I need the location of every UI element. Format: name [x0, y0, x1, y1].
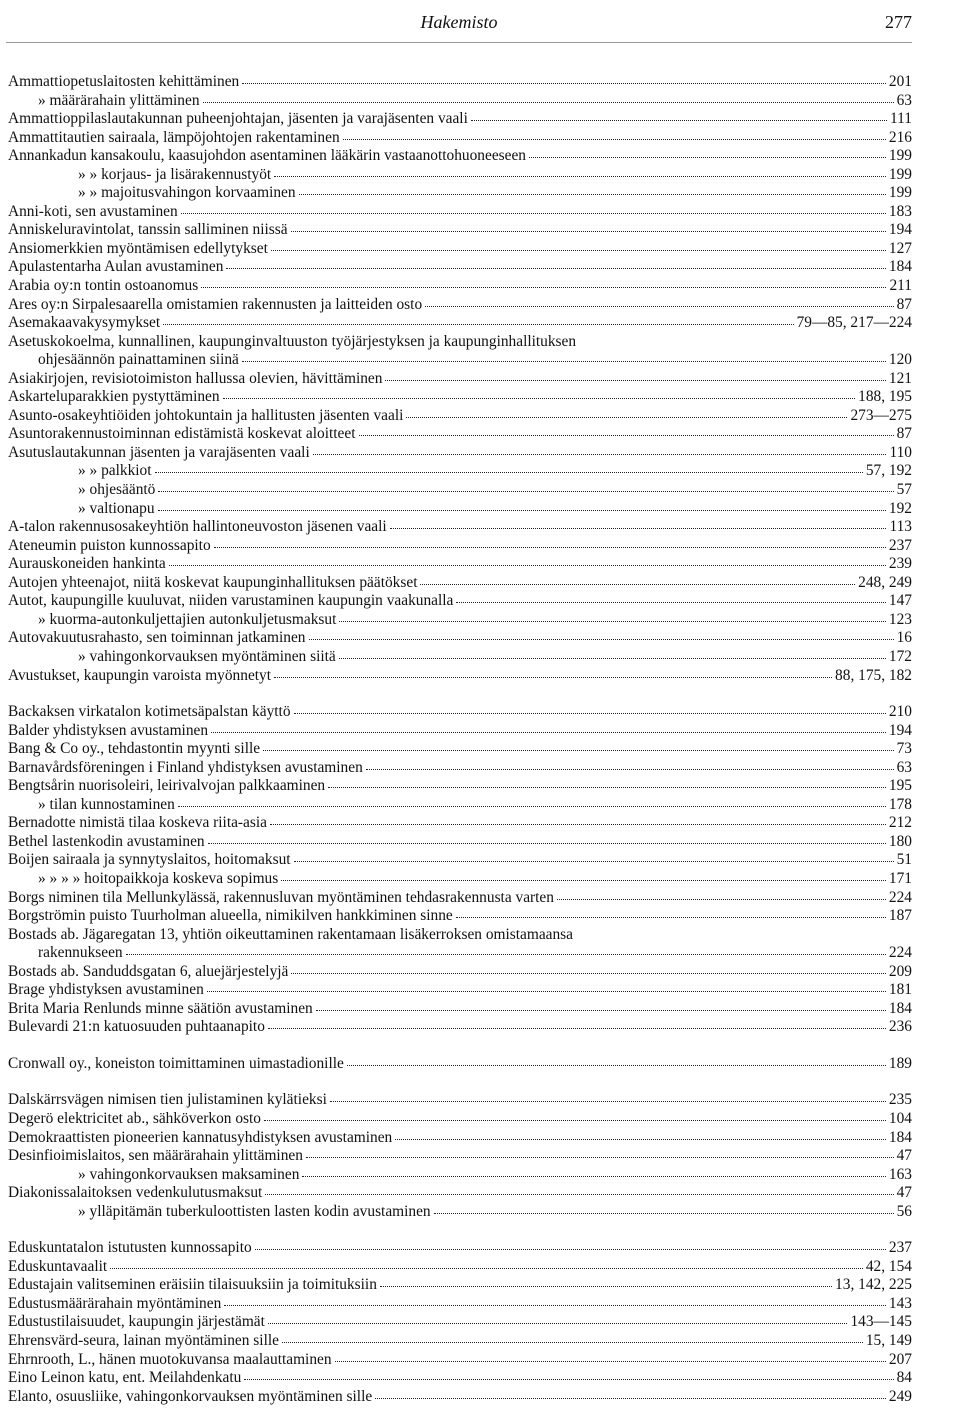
dot-leader — [211, 728, 886, 733]
dot-leader — [178, 802, 886, 807]
entry-page-ref: 47 — [896, 1147, 912, 1165]
index-entry — [8, 481, 912, 500]
index-list — [8, 73, 912, 1406]
entry-page-ref: 73 — [896, 740, 912, 758]
entry-text: Askarteluparakkien pystyttäminen — [8, 388, 220, 406]
index-entry — [8, 147, 912, 166]
index-entry — [8, 129, 912, 148]
entry-page-ref: 216 — [888, 128, 912, 146]
index-entry — [8, 740, 912, 759]
dot-leader — [155, 468, 863, 473]
index-entry — [8, 351, 912, 370]
entry-page-ref: 172 — [888, 647, 912, 665]
entry-text: Bostads ab. Sanduddsgatan 6, aluejärjestelyjä — [8, 962, 289, 980]
entry-page-ref: 188, 195 — [858, 388, 912, 406]
entry-text: Barnavårdsföreningen i Finland yhdistyksen avustaminen — [8, 758, 363, 776]
index-entry — [8, 1091, 912, 1110]
dot-leader — [268, 1319, 848, 1324]
entry-text: Edustustilaisuudet, kaupungin järjestämät — [8, 1313, 265, 1331]
entry-page-ref: 143—145 — [850, 1313, 912, 1331]
index-entry — [8, 258, 912, 277]
index-entry — [8, 296, 912, 315]
dot-leader — [270, 820, 886, 825]
entry-page-ref: 163 — [888, 1165, 912, 1183]
dot-leader — [456, 913, 886, 918]
index-entry — [8, 592, 912, 611]
index-entry — [8, 388, 912, 407]
entry-text: Asetuskokoelma, kunnallinen, kaupunginvaltuuston työjärjestyksen ja kaupunginhallituksen — [8, 332, 577, 350]
dot-leader — [163, 320, 793, 325]
entry-text: rakennukseen — [38, 944, 123, 962]
entry-text: Asunto-osakeyhtiöiden johtokuntain ja hallitusten jäsenten vaali — [8, 406, 404, 424]
dot-leader — [242, 357, 886, 362]
entry-page-ref: 199 — [888, 147, 912, 165]
dot-leader — [406, 413, 847, 418]
dot-leader — [268, 1024, 886, 1029]
index-entry — [8, 1276, 912, 1295]
dot-leader — [110, 1264, 863, 1269]
entry-page-ref: 57 — [896, 481, 912, 499]
entry-text: Asemakaavakysymykset — [8, 314, 161, 332]
index-entry — [8, 611, 912, 630]
entry-text: Demokraattisten pioneerien kannatusyhdistyksen avustaminen — [8, 1128, 393, 1146]
entry-text: » kuorma-autonkuljettajien autonkuljetusmaksut — [38, 610, 337, 628]
index-entry — [8, 1129, 912, 1148]
dot-leader — [264, 1116, 886, 1121]
entry-text: Avustukset, kaupungin varoista myönnetyt — [8, 666, 272, 684]
entry-text: Dalskärrsvägen nimisen tien julistaminen kylätieksi — [8, 1091, 327, 1109]
index-entry — [8, 92, 912, 111]
entry-text: Edustusmäärärahain myöntäminen — [8, 1294, 222, 1312]
dot-leader — [529, 153, 886, 158]
index-entry — [8, 314, 912, 333]
dot-leader — [223, 394, 856, 399]
page-title: Hakemisto — [420, 12, 498, 32]
entry-page-ref: 47 — [896, 1184, 912, 1202]
entry-page-ref: 187 — [888, 907, 912, 925]
index-entry — [8, 110, 912, 129]
entry-page-ref: 57, 192 — [865, 462, 912, 480]
dot-leader — [291, 227, 886, 232]
index-entry — [8, 1295, 912, 1314]
index-entry — [8, 1369, 912, 1388]
index-entry — [8, 1258, 912, 1277]
index-entry — [8, 203, 912, 222]
entry-page-ref: 143 — [888, 1294, 912, 1312]
dot-leader — [316, 1006, 886, 1011]
index-entry — [8, 889, 912, 908]
dot-leader — [306, 1153, 894, 1158]
entry-page-ref: 123 — [888, 610, 912, 628]
dot-leader — [294, 857, 894, 862]
dot-leader — [208, 839, 886, 844]
entry-page-ref: 195 — [888, 777, 912, 795]
entry-page-ref: 42, 154 — [865, 1257, 912, 1275]
entry-page-ref: 87 — [896, 425, 912, 443]
dot-leader — [347, 1061, 886, 1066]
entry-text: Boijen sairaala ja synnytyslaitos, hoitomaksut — [8, 851, 291, 869]
index-entry — [8, 166, 912, 185]
entry-page-ref: 194 — [888, 221, 912, 239]
dot-leader — [291, 969, 886, 974]
dot-leader — [255, 1245, 886, 1250]
index-entry — [8, 1018, 912, 1037]
index-entry — [8, 425, 912, 444]
entry-page-ref: 192 — [888, 499, 912, 517]
dot-leader — [224, 1301, 886, 1306]
entry-text: Eino Leinon katu, ent. Meilahdenkatu — [8, 1369, 242, 1387]
index-entry — [8, 926, 912, 945]
entry-text: Asutuslautakunnan jäsenten ja varajäsenten vaali — [8, 443, 310, 461]
entry-text: Degerö elektricitet ab., sähköverkon osto — [8, 1109, 262, 1127]
entry-text: Bernadotte nimistä tilaa koskeva riita-asia — [8, 814, 267, 832]
entry-text: » » » » hoitopaikkoja koskeva sopimus — [38, 869, 279, 887]
dot-leader — [207, 987, 886, 992]
dot-leader — [366, 765, 894, 770]
entry-text: Autovakuutusrahasto, sen toiminnan jatkaminen — [8, 629, 306, 647]
entry-text: Ammattioppilaslautakunnan puheenjohtajan, jäsenten ja varajäsenten vaali — [8, 110, 468, 128]
index-entry — [8, 221, 912, 240]
index-entry — [8, 240, 912, 259]
entry-text: » määrärahain ylittäminen — [38, 91, 200, 109]
index-entry — [8, 1351, 912, 1370]
index-entry — [8, 629, 912, 648]
entry-text: Ansiomerkkien myöntämisen edellytykset — [8, 239, 268, 257]
dot-leader — [274, 172, 886, 177]
entry-text: Bulevardi 21:n katuosuuden puhtaanapito — [8, 1018, 265, 1036]
dot-leader — [434, 1209, 894, 1214]
dot-leader — [299, 190, 886, 195]
entry-text: Eduskuntavaalit — [8, 1257, 108, 1275]
entry-text: Eduskuntatalon istutusten kunnossapito — [8, 1239, 252, 1257]
dot-leader — [244, 1375, 893, 1380]
entry-text: » » korjaus- ja lisärakennustyöt — [78, 165, 272, 183]
entry-page-ref: 237 — [888, 1239, 912, 1257]
entry-page-ref: 237 — [888, 536, 912, 554]
entry-text: ohjesäännön painattaminen siinä — [38, 351, 239, 369]
entry-text: Anni-koti, sen avustaminen — [8, 202, 178, 220]
entry-page-ref: 56 — [896, 1202, 912, 1220]
dot-leader — [380, 1282, 832, 1287]
entry-text: Arabia oy:n tontin ostoanomus — [8, 277, 199, 295]
entry-text: » ylläpitämän tuberkuloottisten lasten kodin avustaminen — [78, 1202, 431, 1220]
entry-page-ref: 113 — [889, 518, 912, 536]
dot-leader — [271, 246, 886, 251]
entry-page-ref: 127 — [888, 239, 912, 257]
entry-page-ref: 224 — [888, 944, 912, 962]
dot-leader — [456, 598, 886, 603]
entry-page-ref: 178 — [888, 795, 912, 813]
entry-page-ref: 121 — [888, 369, 912, 387]
entry-page-ref: 235 — [888, 1091, 912, 1109]
entry-page-ref: 104 — [888, 1109, 912, 1127]
index-entry — [8, 444, 912, 463]
entry-text: » » majoitusvahingon korvaaminen — [78, 184, 296, 202]
entry-text: Apulastentarha Aulan avustaminen — [8, 258, 224, 276]
entry-text: Diakonissalaitoksen vedenkulutusmaksut — [8, 1184, 263, 1202]
entry-page-ref: 110 — [889, 443, 912, 461]
index-entry — [8, 722, 912, 741]
entry-page-ref: 63 — [896, 758, 912, 776]
index-entry — [8, 537, 912, 556]
entry-page-ref: 211 — [889, 277, 912, 295]
dot-leader — [282, 1338, 863, 1343]
dot-leader — [420, 580, 855, 585]
dot-leader — [395, 1135, 886, 1140]
index-entry — [8, 1332, 912, 1351]
entry-page-ref: 210 — [888, 703, 912, 721]
entry-page-ref: 180 — [888, 832, 912, 850]
dot-leader — [385, 376, 885, 381]
index-entry — [8, 1388, 912, 1407]
index-entry — [8, 1055, 912, 1074]
dot-leader — [214, 543, 886, 548]
entry-page-ref: 212 — [888, 814, 912, 832]
index-entry — [8, 1000, 912, 1019]
dot-leader — [313, 450, 887, 455]
index-entry — [8, 1184, 912, 1203]
index-entry — [8, 981, 912, 1000]
index-entry — [8, 518, 912, 537]
entry-text: Borgströmin puisto Tuurholman alueella, nimikilven hankkiminen sinne — [8, 907, 453, 925]
entry-text: Ateneumin puiston kunnossapito — [8, 536, 211, 554]
index-entry — [8, 333, 912, 352]
dot-leader — [330, 1097, 886, 1102]
index-entry — [8, 963, 912, 982]
dot-leader — [390, 524, 887, 529]
index-entry — [8, 667, 912, 686]
dot-leader — [203, 98, 894, 103]
dot-leader — [126, 950, 886, 955]
index-entry — [8, 833, 912, 852]
dot-leader — [201, 283, 886, 288]
entry-text: Asiakirjojen, revisiotoimiston hallussa olevien, hävittäminen — [8, 369, 383, 387]
entry-text: Ammattiopetuslaitosten kehittäminen — [8, 73, 240, 90]
entry-page-ref: 63 — [896, 91, 912, 109]
entry-page-ref: 87 — [896, 295, 912, 313]
entry-page-ref: 111 — [890, 110, 912, 128]
entry-text: Bengtsårin nuorisoleiri, leirivalvojan palkkaaminen — [8, 777, 326, 795]
entry-page-ref: 184 — [888, 999, 912, 1017]
entry-page-ref: 88, 175, 182 — [835, 666, 912, 684]
entry-text: Asuntorakennustoiminnan edistämistä koskevat aloitteet — [8, 425, 356, 443]
dot-leader — [226, 264, 885, 269]
dot-leader — [265, 1190, 893, 1195]
dot-leader — [181, 209, 886, 214]
entry-page-ref: 79—85, 217—224 — [796, 314, 912, 332]
entry-text: Elanto, osuusliike, vahingonkorvauksen myöntäminen sille — [8, 1387, 373, 1405]
entry-page-ref: 207 — [888, 1350, 912, 1368]
entry-page-ref: 184 — [888, 258, 912, 276]
dot-leader — [309, 635, 894, 640]
entry-page-ref: 16 — [896, 629, 912, 647]
entry-page-ref: 51 — [896, 851, 912, 869]
entry-text: Autojen yhteenajot, niitä koskevat kaupunginhallituksen päätökset — [8, 573, 418, 591]
entry-text: Ammattitautien sairaala, lämpöjohtojen rakentaminen — [8, 128, 340, 146]
index-entry — [8, 777, 912, 796]
entry-page-ref: 84 — [896, 1369, 912, 1387]
index-entry — [8, 703, 912, 722]
dot-leader — [557, 895, 886, 900]
dot-leader — [359, 431, 894, 436]
index-entry — [8, 184, 912, 203]
entry-text: » valtionapu — [78, 499, 155, 517]
index-entry — [8, 796, 912, 815]
dot-leader — [343, 135, 886, 140]
index-entry — [8, 407, 912, 426]
entry-text: Brage yhdistyksen avustaminen — [8, 981, 204, 999]
entry-page-ref: 194 — [888, 721, 912, 739]
entry-text: » ohjesääntö — [78, 481, 156, 499]
entry-page-ref: 239 — [888, 555, 912, 573]
index-entry — [8, 277, 912, 296]
entry-text: Ehrensvärd-seura, lainan myöntäminen sille — [8, 1332, 279, 1349]
index-entry — [8, 870, 912, 889]
index-entry — [8, 851, 912, 870]
page-header — [6, 12, 912, 42]
entry-page-ref: 171 — [888, 869, 912, 887]
entry-page-ref: 248, 249 — [858, 573, 912, 591]
entry-text: » vahingonkorvauksen myöntäminen siitä — [78, 647, 336, 665]
entry-text: Desinfioimislaitos, sen määrärahain ylittäminen — [8, 1147, 303, 1165]
index-entry — [8, 555, 912, 574]
index-entry — [8, 944, 912, 963]
entry-text: Bethel lastenkodin avustaminen — [8, 832, 205, 850]
entry-text: » tilan kunnostaminen — [38, 795, 175, 813]
index-entry — [8, 500, 912, 519]
entry-text: Brita Maria Renlunds minne säätiön avustaminen — [8, 999, 313, 1017]
entry-text: Edustajain valitseminen eräisiin tilaisuuksiin ja toimituksiin — [8, 1276, 377, 1294]
entry-text: Ares oy:n Sirpalesaarella omistamien rakennusten ja laitteiden osto — [8, 295, 423, 313]
index-entry — [8, 1239, 912, 1258]
dot-leader — [339, 654, 886, 659]
entry-page-ref: 13, 142, 225 — [835, 1276, 912, 1294]
dot-leader — [302, 1172, 886, 1177]
index-entry — [8, 1110, 912, 1129]
index-entry — [8, 814, 912, 833]
entry-text: Bang & Co oy., tehdastontin myynti sille — [8, 740, 261, 758]
dot-leader — [158, 487, 893, 492]
entry-text: Backaksen virkatalon kotimetsäpalstan käyttö — [8, 703, 291, 721]
dot-leader — [263, 746, 894, 751]
dot-leader — [158, 506, 886, 511]
index-entry — [8, 1147, 912, 1166]
entry-text: A-talon rakennusosakeyhtiön hallintoneuvoston jäsenen vaali — [8, 518, 387, 536]
entry-text: » vahingonkorvauksen maksaminen — [78, 1165, 300, 1183]
entry-page-ref: 189 — [888, 1054, 912, 1072]
dot-leader — [274, 673, 832, 678]
page-number: 277 — [885, 12, 912, 32]
index-entry — [8, 907, 912, 926]
header-rule — [6, 42, 912, 43]
index-entry — [8, 648, 912, 667]
dot-leader — [281, 876, 886, 881]
entry-text: Cronwall oy., koneiston toimittaminen uimastadionille — [8, 1054, 344, 1072]
entry-page-ref: 199 — [888, 165, 912, 183]
index-entry — [8, 574, 912, 593]
entry-page-ref: 184 — [888, 1128, 912, 1146]
index-entry — [8, 759, 912, 778]
entry-page-ref: 120 — [888, 351, 912, 369]
entry-text: Bostads ab. Jägaregatan 13, yhtiön oikeuttaminen rakentamaan lisäkerroksen omistamaansa — [8, 925, 574, 943]
dot-leader — [328, 783, 886, 788]
dot-leader — [294, 709, 886, 714]
entry-text: Aurauskoneiden hankinta — [8, 555, 166, 573]
dot-leader — [425, 302, 893, 307]
entry-text: » » palkkiot — [78, 462, 152, 480]
index-entry — [8, 1166, 912, 1185]
entry-text: Anniskeluravintolat, tanssin salliminen niissä — [8, 221, 288, 239]
dot-leader — [471, 116, 887, 121]
entry-page-ref: 147 — [888, 592, 912, 610]
entry-page-ref: 224 — [888, 888, 912, 906]
entry-page-ref: 236 — [888, 1018, 912, 1036]
entry-page-ref: 15, 149 — [865, 1332, 912, 1349]
entry-page-ref: 181 — [888, 981, 912, 999]
dot-leader — [335, 1357, 886, 1362]
entry-text: Balder yhdistyksen avustaminen — [8, 721, 209, 739]
entry-page-ref: 249 — [888, 1387, 912, 1405]
entry-page-ref: 209 — [888, 962, 912, 980]
entry-page-ref: 273—275 — [850, 406, 912, 424]
entry-text: Annankadun kansakoulu, kaasujohdon asentaminen lääkärin vastaanottohuoneeseen — [8, 147, 526, 165]
index-entry — [8, 73, 912, 92]
dot-leader — [339, 617, 886, 622]
entry-page-ref: 183 — [888, 202, 912, 220]
entry-text: Autot, kaupungille kuuluvat, niiden varustaminen kaupungin vaakunalla — [8, 592, 454, 610]
index-entry — [8, 1203, 912, 1222]
index-entry — [8, 462, 912, 481]
index-entry — [8, 1313, 912, 1332]
index-entry — [8, 370, 912, 389]
entry-text: Borgs niminen tila Mellunkylässä, rakennusluvan myöntäminen tehdasrakennusta varten — [8, 888, 554, 906]
dot-leader — [169, 561, 886, 566]
entry-page-ref: 201 — [888, 73, 912, 90]
entry-page-ref: 199 — [888, 184, 912, 202]
entry-text: Ehrnrooth, L., hänen muotokuvansa maalauttaminen — [8, 1350, 332, 1368]
dot-leader — [242, 79, 886, 84]
dot-leader — [375, 1394, 886, 1399]
